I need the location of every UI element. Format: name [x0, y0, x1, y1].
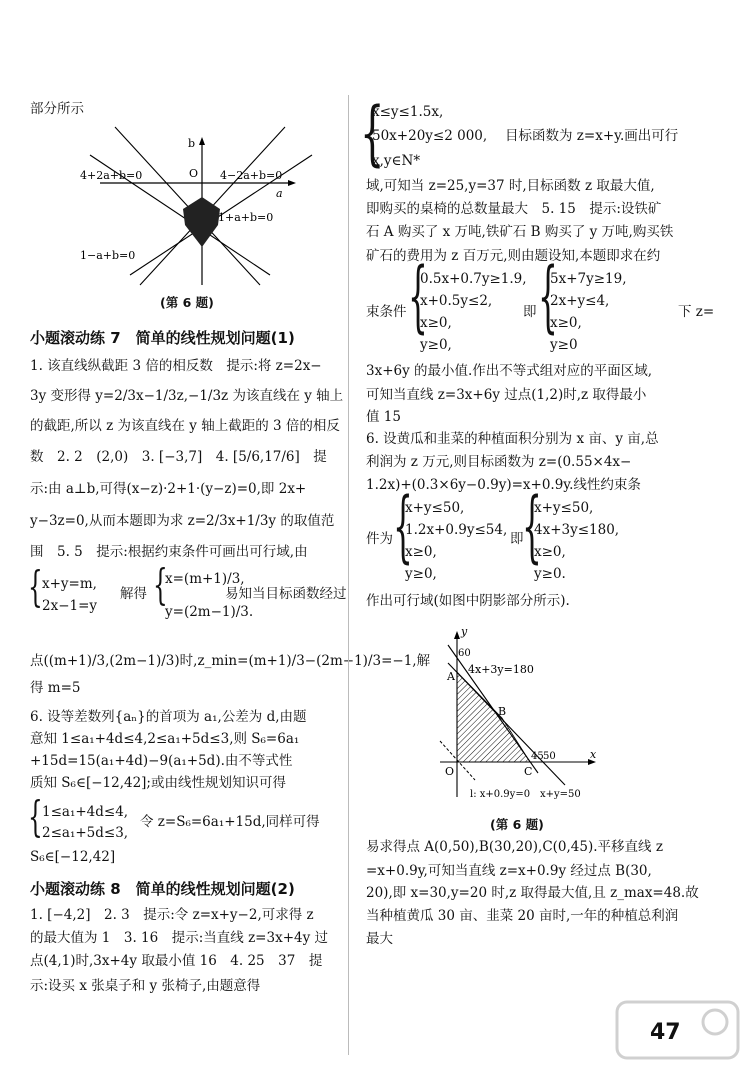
- sys5-left: x≥0,: [420, 315, 452, 331]
- label-a: a: [276, 187, 283, 200]
- sec7-line: y−3z=0,从而本题即为求 z=2/3x+1/3y 的取值范: [30, 513, 335, 529]
- page-number: 47: [650, 1020, 681, 1045]
- sec7-line: 围 5. 5 提示:根据约束条件可画出可行域,由: [30, 544, 308, 560]
- sys6-lead: 件为: [366, 531, 393, 547]
- sys6-right: x≥0,: [534, 544, 566, 560]
- sys5-eq1: x+y=m,: [42, 576, 97, 592]
- sec8-line: 的最大值为 1 3. 16 提示:当直线 z=3x+4y 过: [30, 930, 329, 946]
- eq-l: l: x+0.9y=0: [470, 789, 531, 800]
- brace: {: [393, 482, 413, 572]
- right-line: 石 A 购买了 x 万吨,铁矿石 B 购买了 y 万吨,购买铁: [366, 224, 674, 240]
- section-7-title: 小题滚动练 7 简单的线性规划问题(1): [30, 329, 295, 347]
- sys6-eq2: 2≤a₁+5d≤3,: [42, 825, 129, 841]
- brace: {: [408, 252, 428, 342]
- sys5-tail: 易知当目标函数经过: [225, 586, 347, 602]
- right-line: 6. 设黄瓜和韭菜的种植面积分别为 x 亩、y 亩,总: [366, 431, 659, 447]
- right-line: 值 15: [366, 409, 401, 425]
- right-line: 即购买的桌椅的总数量最大 5. 15 提示:设铁矿: [366, 201, 662, 217]
- sys5-tail: 下 z=: [678, 304, 715, 320]
- right-line: 3x+6y 的最小值.作出不等式组对应的平面区域,: [366, 363, 653, 379]
- sec8-line: 点(4,1)时,3x+4y 取最小值 16 4. 25 37 提: [30, 953, 323, 969]
- sec7-line: 示:由 a⊥b,可得(x−z)·2+1·(y−z)=0,即 2x+: [30, 481, 307, 497]
- sec7-after: 得 m=5: [30, 680, 81, 696]
- label-O: O: [189, 167, 199, 180]
- sys5-mid: 即: [523, 304, 537, 320]
- sys6-left: 1.2x+0.9y≤54,: [405, 522, 508, 538]
- right-line: 利润为 z 万元,则目标函数为 z=(0.55×4x−: [366, 454, 632, 470]
- figure-6-left: [80, 125, 330, 290]
- sys5-lead: 束条件: [366, 304, 407, 320]
- figure-6-right-caption: (第 6 题): [490, 817, 544, 832]
- label-y: y: [461, 625, 468, 638]
- right-line: 作出可行域(如图中阴影部分所示).: [366, 593, 570, 609]
- label-line-4: 1−a+b=0: [80, 249, 136, 262]
- sys5-right: x≥0,: [550, 315, 582, 331]
- sys5-word: 解得: [120, 586, 147, 602]
- eq-xy: x+y=50: [540, 789, 581, 800]
- label-C: C: [524, 765, 533, 778]
- sys6-mid: 即: [510, 531, 524, 547]
- sec8-line: 1. [−4,2] 2. 3 提示:令 z=x+y−2,可求得 z: [30, 907, 314, 923]
- brace: {: [28, 792, 43, 841]
- brace: {: [538, 252, 558, 342]
- eq-4x3y: 4x+3y=180: [468, 663, 534, 676]
- intro-text: 部分所示: [30, 101, 84, 117]
- sec7-line: 数 2. 2 (2,0) 3. [−3,7] 4. [5/6,17/6] 提: [30, 449, 327, 465]
- tick-60: 60: [458, 648, 471, 659]
- sec7-line: 的截距,所以 z 为该直线在 y 轴上截距的 3 倍的相反: [30, 418, 340, 434]
- sys6-right: y≥0.: [534, 566, 566, 582]
- right-line: 易求得点 A(0,50),B(30,20),C(0,45).平移直线 z: [366, 839, 663, 855]
- label-B: B: [498, 705, 507, 718]
- label-b: b: [188, 137, 196, 150]
- sec7-after: 点((m+1)/3,(2m−1)/3)时,z_min=(m+1)/3−(2m−1)/3=−1,解: [30, 653, 431, 669]
- brace: {: [28, 562, 43, 611]
- sys5-sol1: x=(m+1)/3,: [165, 571, 245, 587]
- sec7-line: 1. 该直线纵截距 3 倍的相反数 提示:将 z=2x−: [30, 358, 322, 374]
- sys5-right: 2x+y≤4,: [550, 293, 610, 309]
- sys6-tail: 令 z=S₆=6a₁+15d,同样可得: [140, 814, 320, 830]
- right-line: 当种植黄瓜 30 亩、韭菜 20 亩时,一年的种植总利润: [366, 908, 679, 924]
- tick-45: 45: [531, 751, 544, 762]
- sys5-left: x+0.5y≤2,: [420, 293, 493, 309]
- sys5-sol2: y=(2m−1)/3.: [165, 604, 254, 620]
- right-line: 矿石的费用为 z 百万元,则由题设知,本题即求在约: [366, 248, 661, 264]
- sys6-left: x+y≤50,: [405, 500, 465, 516]
- right-line: 域,可知当 z=25,y=37 时,目标函数 z 取最大值,: [366, 178, 655, 194]
- right-line: 1.2x)+(0.3×6y−0.9y)=x+0.9y.线性约束条: [366, 477, 641, 493]
- figure-6-caption: (第 6 题): [160, 295, 214, 310]
- brace: {: [153, 560, 168, 609]
- feasible-region: [457, 672, 530, 762]
- sys5-right: y≥0: [550, 337, 578, 353]
- right-line: =x+0.9y,可知当直线 z=x+0.9y 经过点 B(30,: [366, 863, 652, 879]
- tick-50: 50: [543, 751, 556, 762]
- sec8-line: 示:设买 x 张桌子和 y 张椅子,由题意得: [30, 978, 261, 994]
- top-sys-3: x,y∈N*: [372, 153, 421, 169]
- brace: {: [522, 482, 542, 572]
- section-8-title: 小题滚动练 8 简单的线性规划问题(2): [30, 880, 295, 898]
- q6-line: 意知 1≤a₁+4d≤4,2≤a₁+5d≤3,则 S₆=6a₁: [30, 731, 300, 747]
- label-line-1: 4+2a+b=0: [80, 169, 143, 182]
- sys5-left: 0.5x+0.7y≥1.9,: [420, 271, 527, 287]
- top-sys-2: 50x+20y≤2 000,: [372, 128, 488, 144]
- q6-line: +15d=15(a₁+4d)−9(a₁+5d).由不等式性: [30, 753, 293, 769]
- sys6-eq1: 1≤a₁+4d≤4,: [42, 804, 129, 820]
- sys6-right: 4x+3y≤180,: [534, 522, 620, 538]
- sys6-right: x+y≤50,: [534, 500, 594, 516]
- top-sys-1: x≤y≤1.5x,: [372, 104, 444, 120]
- sys6-left: y≥0,: [405, 566, 437, 582]
- label-line-3: 1+a+b=0: [218, 211, 274, 224]
- line-1: [115, 127, 260, 285]
- q6-line: 6. 设等差数列{aₙ}的首项为 a₁,公差为 d,由题: [30, 709, 307, 725]
- sys5-right: 5x+7y≥19,: [550, 271, 627, 287]
- label-O: O: [445, 765, 455, 778]
- q6-line: 质知 S₆∈[−12,42];或由线性规划知识可得: [30, 775, 286, 791]
- brace: {: [360, 92, 385, 174]
- label-line-2: 4−2a+b=0: [220, 169, 283, 182]
- right-line: 可知当直线 z=3x+6y 过点(1,2)时,z 取得最小: [366, 387, 647, 403]
- sys5-left: y≥0,: [420, 337, 452, 353]
- column-divider: [348, 95, 349, 1055]
- sys6-left: x≥0,: [405, 544, 437, 560]
- sec7-line: 3y 变形得 y=2/3x−1/3z,−1/3z 为该直线在 y 轴上: [30, 388, 344, 404]
- label-x: x: [590, 748, 597, 761]
- figure-6-right: [430, 625, 610, 810]
- sys5-eq2: 2x−1=y: [42, 598, 98, 614]
- right-line: 20),即 x=30,y=20 时,z 取得最大值,且 z_max=48.故: [366, 885, 699, 901]
- q6-end: S₆∈[−12,42]: [30, 849, 116, 865]
- top-sys-tail: 目标函数为 z=x+y.画出可行: [505, 128, 679, 144]
- label-A: A: [447, 670, 455, 683]
- right-line: 最大: [366, 931, 393, 947]
